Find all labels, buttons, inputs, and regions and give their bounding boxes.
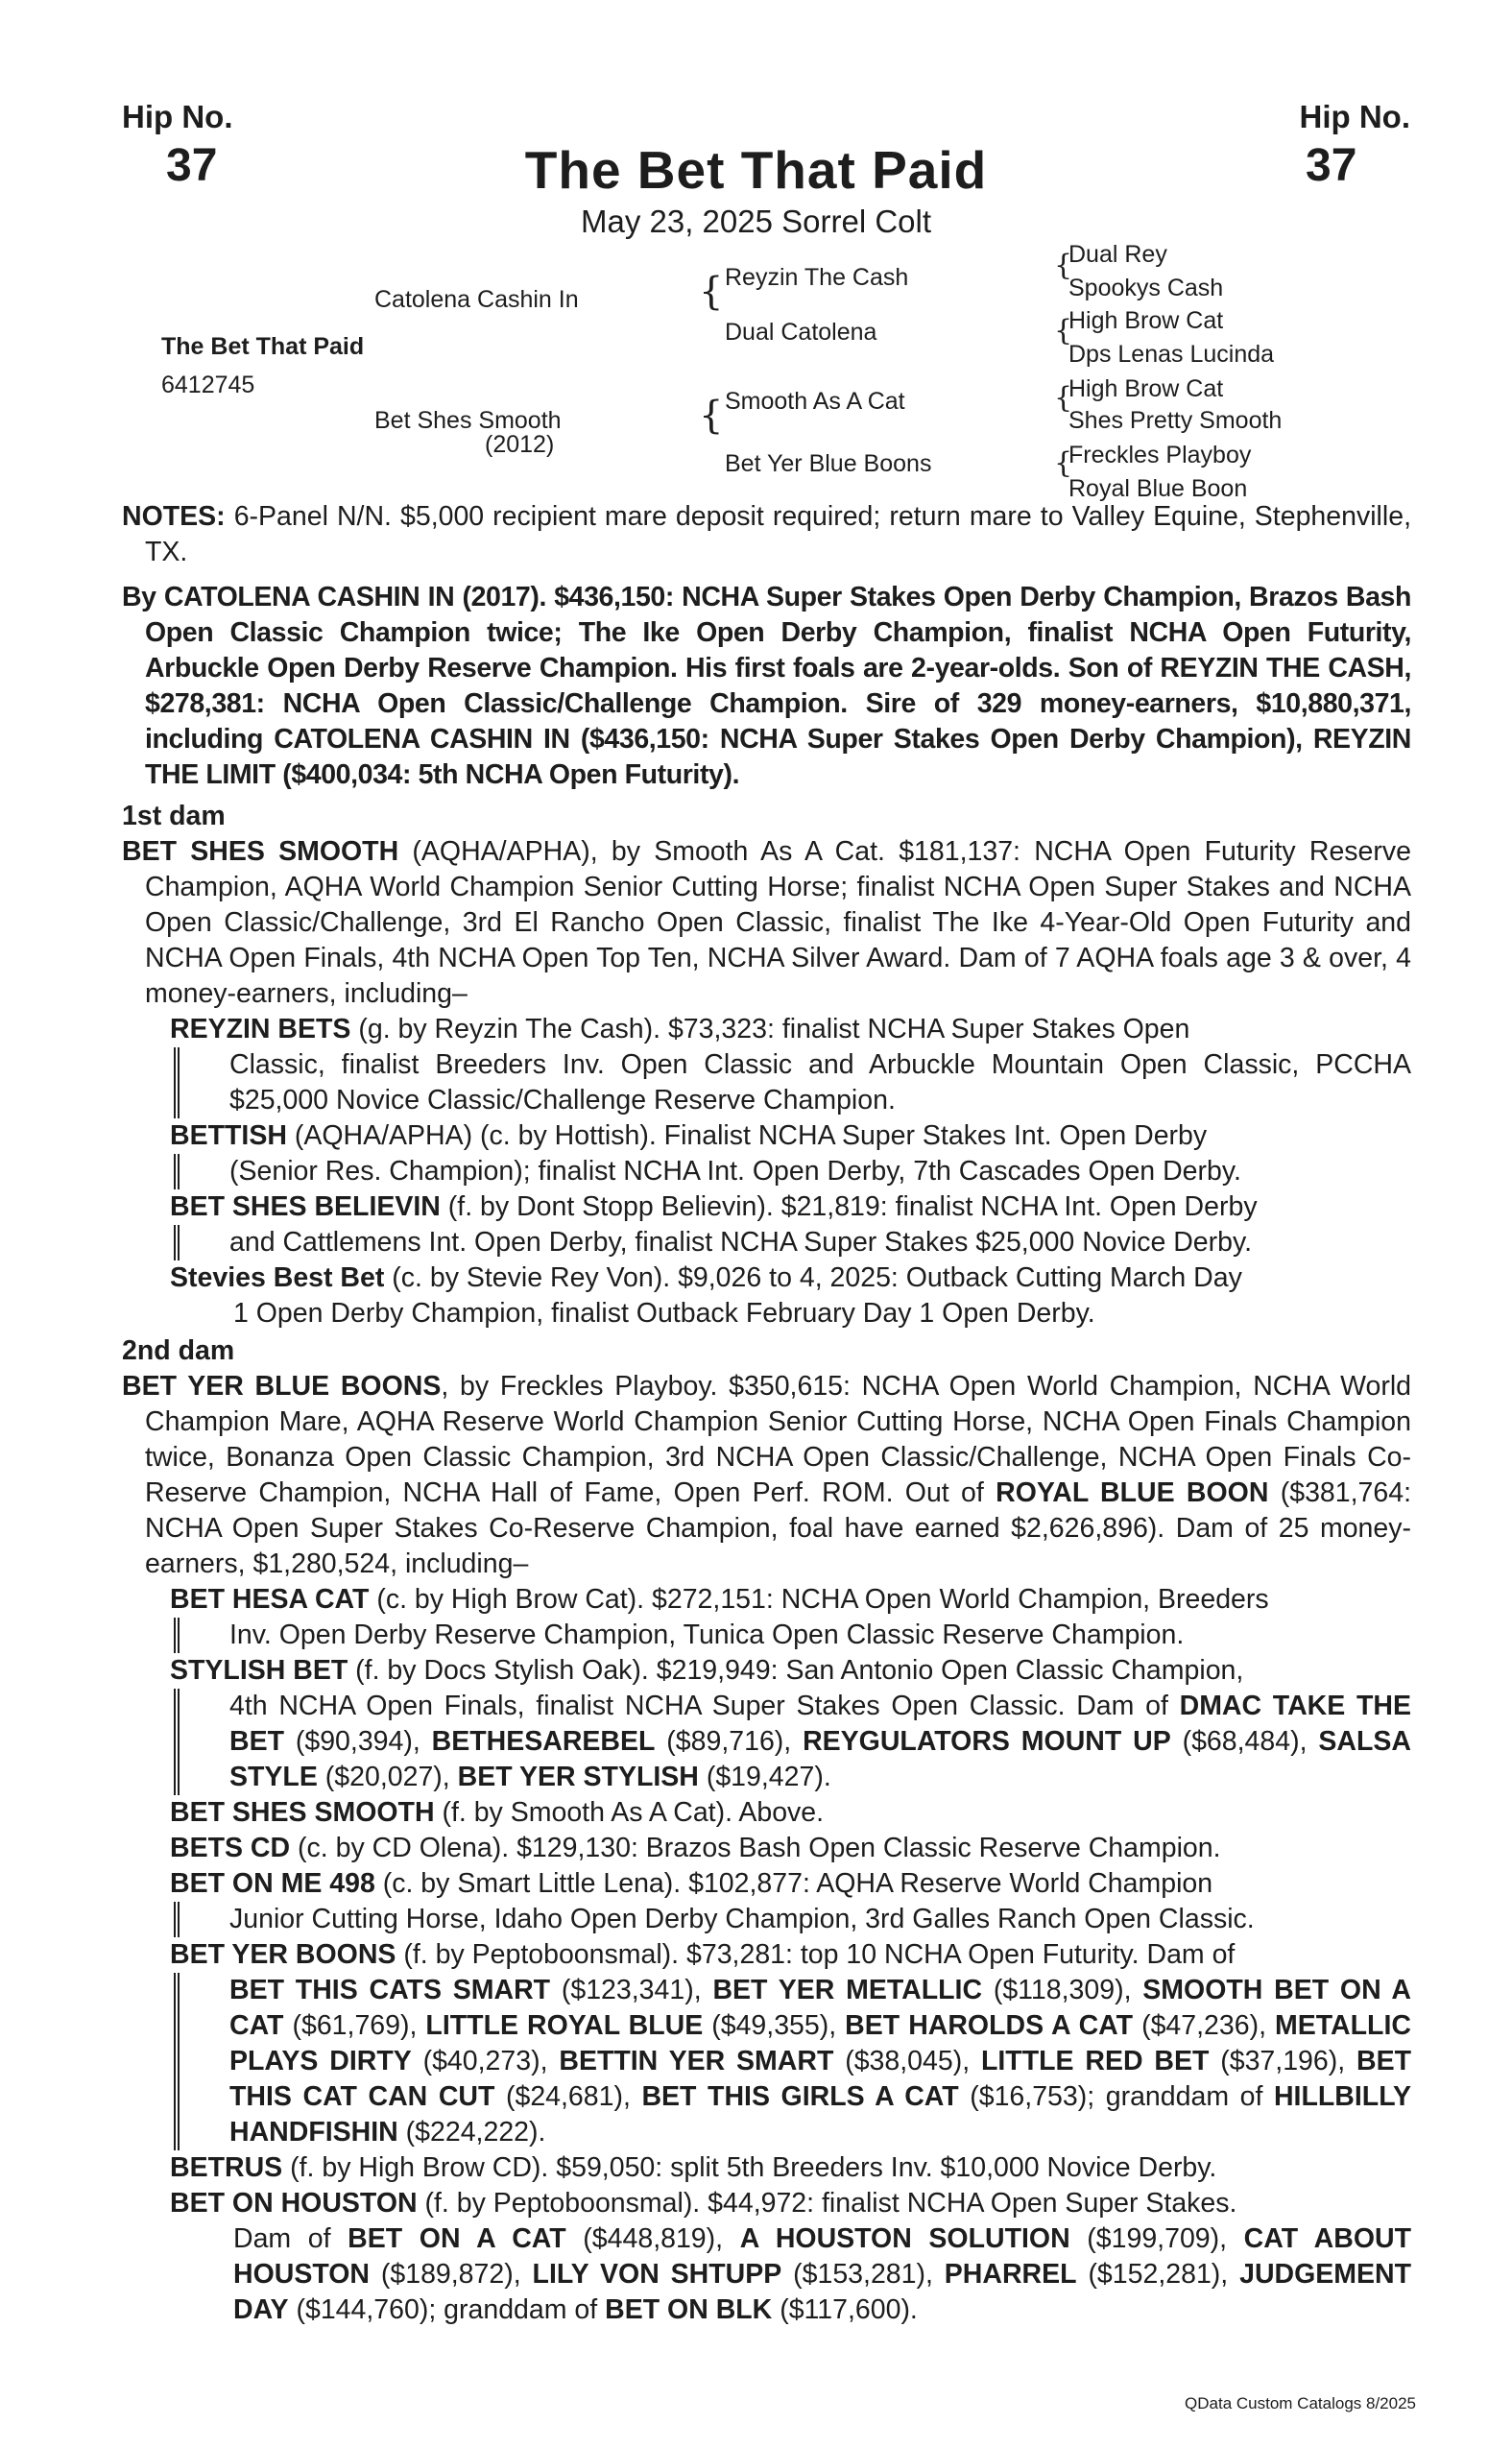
page-subtitle: May 23, 2025 Sorrel Colt	[580, 204, 931, 239]
second-dam-paragraph	[122, 1369, 1411, 1582]
produce-text: (g. by Reyzin The Cash). $73,323: finalist NCHA Super Stakes Open	[350, 1014, 1190, 1044]
pedigree-sire-dam: Dual Catolena	[725, 319, 877, 346]
footer-credit: QData Custom Catalogs 8/2025	[1185, 2394, 1416, 2412]
produce-entry	[170, 2150, 1411, 2186]
pedigree-g3: Shes Pretty Smooth	[1068, 407, 1283, 434]
sire-paragraph: By CATOLENA CASHIN IN (2017). $436,150: NCHA Super Stakes Open Derby Champion, Brazos Bash Open Classic Champion twice; The Ike Open Derby Champion, finalist NCHA Open Futurity, Arbuckle Open Derby Reserve Champion. His first foals are 2-year-olds. Son of REYZIN THE CASH, $278,381: NCHA Open Classic/Challenge Champion. Sire of 329 money-earners, $10,880,371, including CATOLENA CASHIN IN ($436,150: NCHA Super Stakes Open Derby Champion), REYZIN THE LIMIT ($400,034: 5th NCHA Open Futurity).	[122, 582, 1411, 790]
produce-name: Stevies Best Bet	[170, 1262, 385, 1293]
brace-icon: {	[1054, 446, 1073, 480]
produce-text: (f. by Peptoboonsmal). $73,281: top 10 NCHA Open Futurity. Dam of	[396, 1939, 1236, 1970]
pedigree-dam: Bet Shes Smooth	[374, 407, 562, 434]
brace-icon: {	[699, 394, 724, 438]
produce-name: BETS CD	[170, 1833, 291, 1863]
produce-name: STYLISH BET	[170, 1655, 348, 1686]
notes-label: NOTES:	[122, 501, 226, 532]
produce-entry	[170, 1260, 1411, 1332]
produce-name: BETTISH	[170, 1120, 287, 1151]
pedigree-g3: Freckles Playboy	[1068, 442, 1252, 468]
brace-icon: {	[1054, 381, 1073, 415]
brace-icon: {	[699, 270, 724, 314]
produce-entry	[170, 1866, 1411, 1937]
produce-text: (f. by Peptoboonsmal). $44,972: finalist NCHA Open Super Stakes.	[417, 2188, 1237, 2219]
produce-text: (c. by High Brow Cat). $272,151: NCHA Open World Champion, Breeders	[369, 1584, 1269, 1615]
produce-details: and Cattlemens Int. Open Derby, finalist NCHA Super Stakes $25,000 Novice Derby.	[174, 1225, 1411, 1260]
pedigree-g3: High Brow Cat	[1068, 307, 1224, 334]
produce-name: BET SHES BELIEVIN	[170, 1191, 441, 1222]
produce-name: BETRUS	[170, 2152, 283, 2183]
hip-label-right: Hip No.	[1299, 99, 1410, 134]
second-dam-text: ($381,764: NCHA Open Super Stakes Co-Reserve Champion, foal have earned $2,626,896). Dam of 25 money-earners, $1,280,524, including–	[145, 1477, 1412, 1579]
produce-name: BET ON ME 498	[170, 1868, 375, 1899]
produce-details: Dam of BET ON A CAT ($448,819), A HOUSTON SOLUTION ($199,709), CAT ABOUT HOUSTON ($189,872), LILY VON SHTUPP ($153,281), PHARREL ($152,281), JUDGEMENT DAY ($144,760); granddam of BET ON BLK ($117,600).	[233, 2223, 1412, 2325]
produce-text: (f. by High Brow CD). $59,050: split 5th Breeders Inv. $10,000 Novice Derby.	[282, 2152, 1217, 2183]
produce-name: BET YER BOONS	[170, 1939, 396, 1970]
produce-entry	[170, 1012, 1411, 1118]
hip-number-right: 37	[1306, 140, 1357, 191]
page-title: The Bet That Paid	[524, 140, 988, 200]
produce-entry	[170, 1795, 1411, 1831]
produce-entry	[170, 1582, 1411, 1653]
produce-entry	[170, 1118, 1411, 1189]
produce-name: BET HESA CAT	[170, 1584, 370, 1615]
produce-text: (c. by Smart Little Lena). $102,877: AQHA Reserve World Champion	[374, 1868, 1213, 1899]
produce-text: (f. by Docs Stylish Oak). $219,949: San Antonio Open Classic Champion,	[348, 1655, 1244, 1686]
first-dam-text: (AQHA/APHA), by Smooth As A Cat. $181,137: NCHA Open Futurity Reserve Champion, AQHA World Champion Senior Cutting Horse; finalist NCHA Open Super Stakes and NCHA Open Classic/Challenge, 3rd El Rancho Open Classic, finalist The Ike 4-Year-Old Open Futurity and NCHA Open Finals, 4th NCHA Open Top Ten, NCHA Silver Award. Dam of 7 AQHA foals age 3 & over, 4 money-earners, including–	[145, 836, 1411, 1009]
first-dam-paragraph	[122, 834, 1411, 1012]
first-dam-heading: 1st dam	[122, 801, 226, 831]
produce-name: BET ON HOUSTON	[170, 2188, 418, 2219]
produce-entry	[170, 2186, 1411, 2328]
pedigree-sire-sire: Reyzin The Cash	[725, 264, 909, 291]
produce-details: Inv. Open Derby Reserve Champion, Tunica Open Classic Reserve Champion.	[174, 1618, 1411, 1653]
catalog-body	[122, 499, 1411, 2328]
pedigree-sire: Catolena Cashin In	[374, 286, 579, 313]
produce-name: REYZIN BETS	[170, 1014, 351, 1044]
produce-text: (f. by Smooth As A Cat). Above.	[434, 1797, 825, 1828]
brace-icon: {	[1054, 249, 1073, 282]
second-dam-text: , by Freckles Playboy. $350,615: NCHA Open World Champion, NCHA World Champion Mare, AQHA Reserve World Champion Senior Cutting Horse, NCHA Open Finals Champion twice, Bonanza Open Classic Champion, 3rd NCHA Open Classic/Challenge, NCHA Open Finals Co-Reserve Champion, NCHA Hall of Fame, Open Perf. ROM. Out of	[145, 1371, 1412, 1508]
pedigree-dam-dam: Bet Yer Blue Boons	[725, 450, 932, 477]
produce-details: Junior Cutting Horse, Idaho Open Derby Champion, 3rd Galles Ranch Open Classic.	[174, 1902, 1411, 1937]
second-dam-name: BET YER BLUE BOONS	[122, 1371, 442, 1402]
pedigree-reg-no: 6412745	[161, 372, 255, 398]
pedigree-g3: Dps Lenas Lucinda	[1068, 341, 1275, 368]
produce-details: 1 Open Derby Champion, finalist Outback February Day 1 Open Derby.	[233, 1298, 1095, 1329]
pedigree-dam-sire: Smooth As A Cat	[725, 388, 905, 415]
produce-text: (AQHA/APHA) (c. by Hottish). Finalist NCHA Super Stakes Int. Open Derby	[286, 1120, 1208, 1151]
produce-entry	[170, 1189, 1411, 1260]
produce-details: BET THIS CATS SMART ($123,341), BET YER METALLIC ($118,309), SMOOTH BET ON A CAT ($61,769), LITTLE ROYAL BLUE ($49,355), BET HAROLDS A CAT ($47,236), METALLIC PLAYS DIRTY ($40,273), BETTIN YER SMART ($38,045), LITTLE RED BET ($37,196), BET THIS CAT CAN CUT ($24,681), BET THIS GIRLS A CAT ($16,753); granddam of HILLBILLY HANDFISHIN ($224,222).	[174, 1973, 1411, 2150]
produce-details: (Senior Res. Champion); finalist NCHA Int. Open Derby, 7th Cascades Open Derby.	[174, 1154, 1411, 1189]
produce-text: (c. by CD Olena). $129,130: Brazos Bash Open Classic Reserve Champion.	[290, 1833, 1221, 1863]
hip-label-left: Hip No.	[122, 99, 233, 134]
pedigree-horse: The Bet That Paid	[161, 333, 365, 360]
produce-entry	[170, 1653, 1411, 1795]
notes-text: 6-Panel N/N. $5,000 recipient mare deposit required; return mare to Valley Equine, Stephenville, TX.	[145, 501, 1411, 567]
produce-text: (c. by Stevie Rey Von). $9,026 to 4, 2025: Outback Cutting March Day	[384, 1262, 1242, 1293]
first-dam-name: BET SHES SMOOTH	[122, 836, 399, 867]
pedigree-g3: Spookys Cash	[1068, 275, 1224, 301]
notes-paragraph	[122, 499, 1411, 570]
brace-icon: {	[1054, 314, 1073, 348]
produce-text: (f. by Dont Stopp Believin). $21,819: finalist NCHA Int. Open Derby	[440, 1191, 1258, 1222]
produce-entry	[170, 1831, 1411, 1866]
produce-details: 4th NCHA Open Finals, finalist NCHA Super Stakes Open Classic. Dam of DMAC TAKE THE BET ($90,394), BETHESAREBEL ($89,716), REYGULATORS MOUNT UP ($68,484), SALSA STYLE ($20,027), BET YER STYLISH ($19,427).	[174, 1689, 1411, 1795]
pedigree-g3: Royal Blue Boon	[1068, 475, 1248, 502]
pedigree-dam-year: (2012)	[485, 431, 555, 458]
produce-details: Classic, finalist Breeders Inv. Open Classic and Arbuckle Mountain Open Classic, PCCHA $25,000 Novice Classic/Challenge Reserve Champion.	[174, 1047, 1411, 1118]
produce-name: BET SHES SMOOTH	[170, 1797, 435, 1828]
second-dam-granddam: ROYAL BLUE BOON	[996, 1477, 1269, 1508]
pedigree-g3: High Brow Cat	[1068, 375, 1224, 402]
second-dam-heading: 2nd dam	[122, 1335, 235, 1366]
hip-number-left: 37	[166, 140, 218, 191]
pedigree-g3: Dual Rey	[1068, 241, 1167, 268]
produce-entry	[170, 1937, 1411, 2150]
